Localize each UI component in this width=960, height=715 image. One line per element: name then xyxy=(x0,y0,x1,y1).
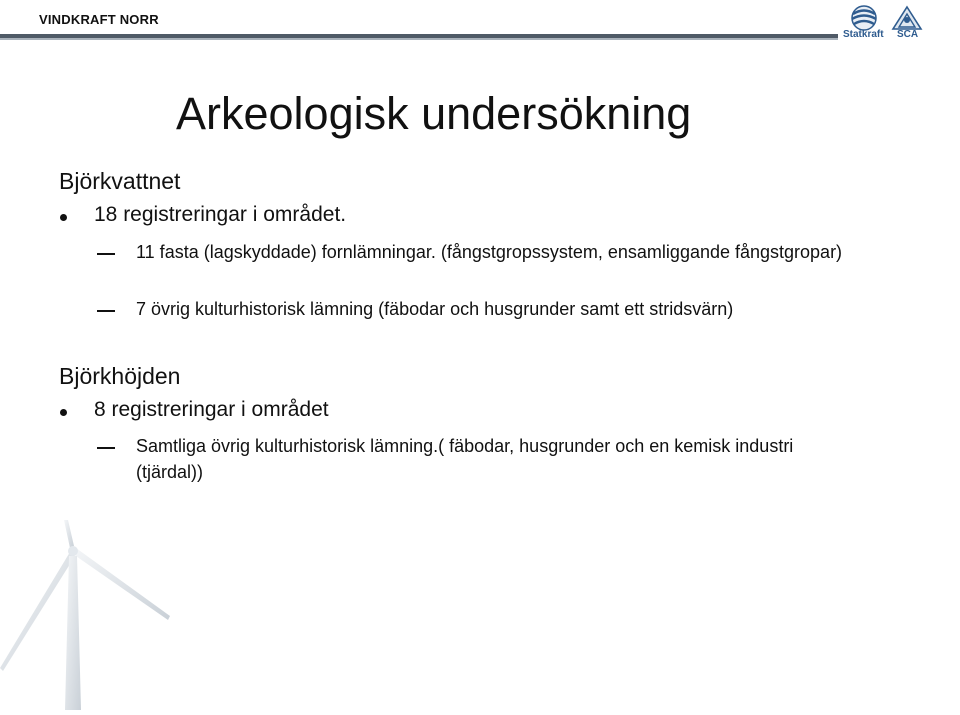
header-rule-light xyxy=(0,38,838,40)
dash-icon xyxy=(97,310,115,312)
sca-logo-text: SCA xyxy=(897,29,919,40)
brand-name: VINDKRAFT NORR xyxy=(39,12,159,27)
statkraft-logo-text: Statkraft xyxy=(843,29,884,40)
bullet-text-bjorkvattnet: 18 registreringar i området. xyxy=(94,203,347,226)
bullet-text-bjorkhojden: 8 registreringar i området xyxy=(94,398,329,421)
section-heading-bjorkvattnet: Björkvattnet xyxy=(59,168,181,194)
bullet-icon xyxy=(60,214,67,221)
page-title: Arkeologisk undersökning xyxy=(176,88,692,139)
subitem-samtliga: Samtliga övrig kulturhistorisk lämning.( fäbodar, husgrunder och en kemisk industri (tjärdal)) xyxy=(136,436,794,482)
section-heading-bjorkhojden: Björkhöjden xyxy=(59,363,181,389)
dash-icon xyxy=(97,253,115,255)
dash-icon xyxy=(97,447,115,449)
wind-turbine-icon xyxy=(0,520,170,710)
subitem-ovrig-lamning: 7 övrig kulturhistorisk lämning (fäbodar och husgrunder samt ett stridsvärn) xyxy=(136,299,734,319)
subitem-fornlamningar: 11 fasta (lagskyddade) fornlämningar. (fångstgropssystem, ensamliggande fångstgropar) xyxy=(136,242,843,262)
bullet-icon xyxy=(60,409,67,416)
